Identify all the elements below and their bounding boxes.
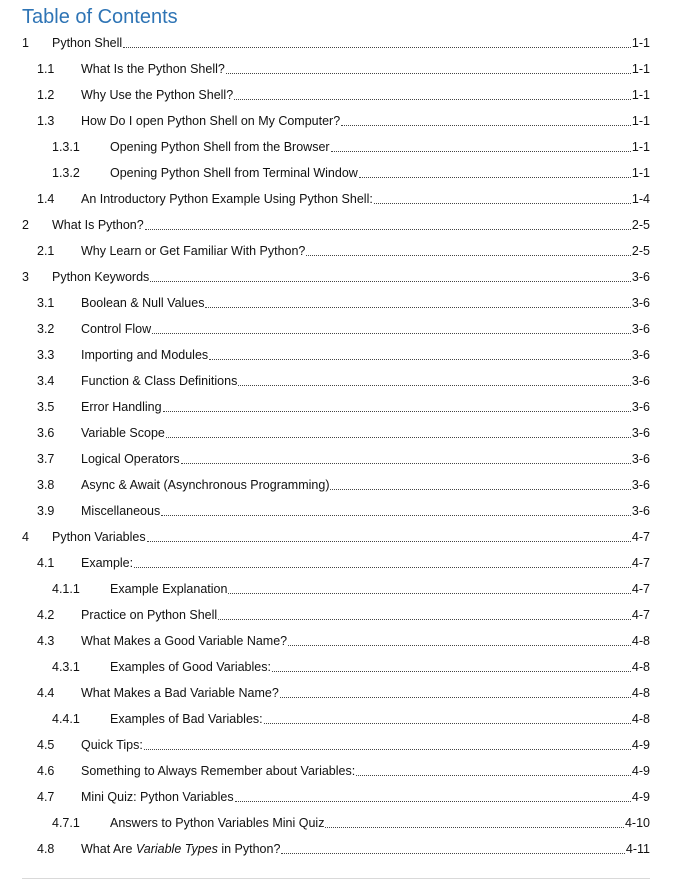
toc-entry[interactable] <box>0 290 680 316</box>
toc-entry-link[interactable] <box>81 290 650 316</box>
toc-entry-label: What Makes a Bad Variable Name? <box>81 686 279 700</box>
toc-entry-link[interactable] <box>81 186 650 212</box>
toc-entry[interactable] <box>0 706 680 732</box>
toc-entry-number: 3.3 <box>37 348 55 362</box>
toc-entry-label: Python Variables <box>52 530 146 544</box>
toc-entry[interactable] <box>0 810 680 836</box>
dot-leader <box>228 593 630 594</box>
toc-entry-label: Control Flow <box>81 322 152 336</box>
toc-entry-number: 3.5 <box>37 400 55 414</box>
toc-entry-page: 3-6 <box>631 322 650 336</box>
toc-entry-number: 4.5 <box>37 738 55 752</box>
toc-entry-page: 1-1 <box>631 166 650 180</box>
dot-leader <box>123 47 631 48</box>
toc-entry-page: 4-9 <box>631 738 650 752</box>
toc-entry-label: Examples of Good Variables: <box>110 660 271 674</box>
toc-entry-label: Python Shell <box>52 36 123 50</box>
toc-entry-number: 4.3.1 <box>52 660 80 674</box>
dot-leader <box>166 437 631 438</box>
toc-entry[interactable] <box>0 550 680 576</box>
dot-leader <box>218 619 631 620</box>
toc-entry-label: Importing and Modules <box>81 348 209 362</box>
toc-entry-number: 4.2 <box>37 608 55 622</box>
dot-leader <box>330 489 630 490</box>
toc-entry-label: Python Keywords <box>52 270 150 284</box>
dot-leader <box>341 125 631 126</box>
toc-entry-number: 1.2 <box>37 88 55 102</box>
dot-leader <box>144 749 631 750</box>
toc-entry[interactable] <box>0 238 680 264</box>
toc-entry[interactable] <box>0 82 680 108</box>
toc-entry-number: 1 <box>22 36 29 50</box>
toc-entry-number: 3.2 <box>37 322 55 336</box>
toc-entry-number: 3.8 <box>37 478 55 492</box>
toc-entry[interactable] <box>0 446 680 472</box>
toc-entry-number: 2 <box>22 218 29 232</box>
toc-entry-number: 4.4 <box>37 686 55 700</box>
dot-leader <box>325 827 624 828</box>
toc-entry-page: 4-8 <box>631 712 650 726</box>
toc-entry[interactable] <box>0 30 680 56</box>
toc-entry-label: What Is the Python Shell? <box>81 62 225 76</box>
toc-entry-page: 4-7 <box>631 582 650 596</box>
dot-leader <box>145 229 631 230</box>
dot-leader <box>288 645 631 646</box>
toc-entry-number: 4.8 <box>37 842 55 856</box>
toc-entry-number: 3.1 <box>37 296 55 310</box>
toc-entry-page: 3-6 <box>631 374 650 388</box>
toc-entry-page: 2-5 <box>631 218 650 232</box>
toc-entry-label: Variable Scope <box>81 426 165 440</box>
toc-entry-link[interactable] <box>81 446 650 472</box>
dot-leader <box>150 281 631 282</box>
toc-entry-link[interactable] <box>81 680 650 706</box>
toc-entry-number: 3.7 <box>37 452 55 466</box>
toc-entry-number: 3.4 <box>37 374 55 388</box>
dot-leader <box>306 255 631 256</box>
toc-entry-link[interactable] <box>110 810 650 836</box>
toc-entry-label: Examples of Bad Variables: <box>110 712 263 726</box>
dot-leader <box>235 801 631 802</box>
toc-entry-page: 4-8 <box>631 660 650 674</box>
dot-leader <box>226 73 631 74</box>
toc-entry-page: 1-1 <box>631 114 650 128</box>
toc-entry-number: 4.4.1 <box>52 712 80 726</box>
toc-entry-link[interactable] <box>81 82 650 108</box>
toc-entry-label-emphasis: Variable Types <box>135 842 218 856</box>
page-divider <box>22 878 650 879</box>
toc-entry[interactable] <box>0 836 680 862</box>
toc-entry-number: 1.4 <box>37 192 55 206</box>
toc-entry[interactable] <box>0 524 680 550</box>
toc-entry-label: Something to Always Remember about Variables: <box>81 764 356 778</box>
toc-entry-label: An Introductory Python Example Using Python Shell: <box>81 192 373 206</box>
toc-entry[interactable] <box>0 264 680 290</box>
dot-leader <box>281 853 624 854</box>
toc-entry-label: Error Handling <box>81 400 162 414</box>
toc-entry[interactable] <box>0 472 680 498</box>
toc-entry-link[interactable] <box>81 836 650 862</box>
toc-entry-number: 1.3.2 <box>52 166 80 180</box>
toc-entry-page: 4-9 <box>631 764 650 778</box>
toc-entry-number: 3 <box>22 270 29 284</box>
toc-entry-page: 3-6 <box>631 504 650 518</box>
toc-entry-label: Practice on Python Shell <box>81 608 218 622</box>
toc-entry-label: Boolean & Null Values <box>81 296 205 310</box>
toc-entry-page: 3-6 <box>631 452 650 466</box>
toc-entry-link[interactable] <box>81 368 650 394</box>
toc-entry[interactable] <box>0 56 680 82</box>
toc-entry-label: Miscellaneous <box>81 504 161 518</box>
toc-entry-number: 4 <box>22 530 29 544</box>
toc-entry-number: 2.1 <box>37 244 55 258</box>
toc-entry-number: 4.1 <box>37 556 55 570</box>
dot-leader <box>359 177 631 178</box>
toc-entry-label: Why Use the Python Shell? <box>81 88 234 102</box>
toc-entry-number: 4.1.1 <box>52 582 80 596</box>
toc-entry[interactable] <box>0 732 680 758</box>
toc-entry[interactable] <box>0 186 680 212</box>
toc-entry-label: Opening Python Shell from Terminal Window <box>110 166 358 180</box>
dot-leader <box>356 775 631 776</box>
toc-entry-label: Logical Operators <box>81 452 180 466</box>
toc-entry-link[interactable] <box>52 30 650 56</box>
dot-leader <box>374 203 631 204</box>
toc-entry-page: 4-9 <box>631 790 650 804</box>
toc-entry-page: 4-7 <box>631 608 650 622</box>
toc-entry-link[interactable] <box>52 524 650 550</box>
dot-leader <box>209 359 631 360</box>
dot-leader <box>238 385 631 386</box>
toc-entry[interactable] <box>0 134 680 160</box>
toc-entry-page: 3-6 <box>631 400 650 414</box>
toc-entry-page: 1-4 <box>631 192 650 206</box>
dot-leader <box>264 723 631 724</box>
toc-entry-page: 1-1 <box>631 62 650 76</box>
toc-entry-page: 3-6 <box>631 270 650 284</box>
toc-entry[interactable] <box>0 602 680 628</box>
toc-entry-number: 4.6 <box>37 764 55 778</box>
toc-entry-page: 3-6 <box>631 426 650 440</box>
toc-entry-page: 4-8 <box>631 686 650 700</box>
toc-entry-label: Example Explanation <box>110 582 228 596</box>
toc-entry-label: Mini Quiz: Python Variables <box>81 790 234 804</box>
toc-entry[interactable] <box>0 576 680 602</box>
toc-entry-link[interactable] <box>81 108 650 134</box>
toc-entry[interactable] <box>0 758 680 784</box>
toc-entry-link[interactable] <box>81 420 650 446</box>
toc-entry[interactable] <box>0 498 680 524</box>
toc-entry-label: How Do I open Python Shell on My Computer? <box>81 114 341 128</box>
toc-entry-link[interactable] <box>81 238 650 264</box>
dot-leader <box>134 567 631 568</box>
toc-entry-link[interactable] <box>81 784 650 810</box>
dot-leader <box>331 151 631 152</box>
toc-entry-label: What Are Variable Types in Python? <box>81 842 281 856</box>
toc-entry-page: 3-6 <box>631 478 650 492</box>
toc-entry-label: Why Learn or Get Familiar With Python? <box>81 244 306 258</box>
toc-entry[interactable] <box>0 420 680 446</box>
toc-entry-label: What Makes a Good Variable Name? <box>81 634 288 648</box>
toc-entry-label: Example: <box>81 556 134 570</box>
dot-leader <box>152 333 631 334</box>
toc-entry-link[interactable] <box>81 342 650 368</box>
toc-title: Table of Contents <box>22 6 178 28</box>
toc-entry-number: 1.3 <box>37 114 55 128</box>
toc-entry[interactable] <box>0 784 680 810</box>
dot-leader <box>205 307 630 308</box>
toc-entry-page: 1-1 <box>631 88 650 102</box>
toc-entry-page: 4-8 <box>631 634 650 648</box>
toc-entry[interactable] <box>0 316 680 342</box>
toc-entry-page: 3-6 <box>631 296 650 310</box>
toc-entry-page: 4-10 <box>624 816 650 830</box>
toc-entry-link[interactable] <box>81 316 650 342</box>
toc-entry-number: 3.6 <box>37 426 55 440</box>
toc-entry-page: 1-1 <box>631 36 650 50</box>
toc-entry-number: 1.1 <box>37 62 55 76</box>
toc-entry-link[interactable] <box>110 576 650 602</box>
toc-entry-link[interactable] <box>52 264 650 290</box>
toc-entry[interactable] <box>0 160 680 186</box>
toc-entry[interactable] <box>0 108 680 134</box>
toc-entry-page: 1-1 <box>631 140 650 154</box>
toc-entry-link[interactable] <box>52 212 650 238</box>
dot-leader <box>161 515 631 516</box>
toc-entry-number: 4.7.1 <box>52 816 80 830</box>
toc-entry-label: Opening Python Shell from the Browser <box>110 140 330 154</box>
toc-entry-link[interactable] <box>81 56 650 82</box>
toc-entry-number: 4.3 <box>37 634 55 648</box>
toc-list <box>0 30 680 862</box>
toc-entry-page: 4-7 <box>631 530 650 544</box>
dot-leader <box>280 697 631 698</box>
toc-entry[interactable] <box>0 342 680 368</box>
toc-entry[interactable] <box>0 212 680 238</box>
toc-entry-label: What Is Python? <box>52 218 144 232</box>
toc-entry[interactable] <box>0 394 680 420</box>
toc-entry-page: 4-11 <box>625 842 650 856</box>
toc-entry-link[interactable] <box>81 550 650 576</box>
toc-entry-link[interactable] <box>81 628 650 654</box>
toc-entry-link[interactable] <box>81 758 650 784</box>
toc-entry-page: 2-5 <box>631 244 650 258</box>
toc-entry[interactable] <box>0 628 680 654</box>
toc-entry-link[interactable] <box>81 394 650 420</box>
toc-entry-link[interactable] <box>81 732 650 758</box>
toc-entry-number: 4.7 <box>37 790 55 804</box>
toc-entry-link[interactable] <box>110 706 650 732</box>
toc-entry-link[interactable] <box>81 602 650 628</box>
toc-entry-number: 1.3.1 <box>52 140 80 154</box>
toc-entry-label: Async & Await (Asynchronous Programming) <box>81 478 330 492</box>
toc-entry[interactable] <box>0 680 680 706</box>
toc-entry-label: Function & Class Definitions <box>81 374 238 388</box>
toc-entry-page: 3-6 <box>631 348 650 362</box>
toc-entry-link[interactable] <box>110 654 650 680</box>
toc-entry-link[interactable] <box>81 498 650 524</box>
toc-entry[interactable] <box>0 368 680 394</box>
toc-entry-link[interactable] <box>110 160 650 186</box>
toc-entry-number: 3.9 <box>37 504 55 518</box>
dot-leader <box>163 411 631 412</box>
toc-entry-link[interactable] <box>110 134 650 160</box>
toc-entry-label: Answers to Python Variables Mini Quiz <box>110 816 325 830</box>
dot-leader <box>234 99 631 100</box>
dot-leader <box>147 541 631 542</box>
dot-leader <box>181 463 631 464</box>
toc-entry-label: Quick Tips: <box>81 738 143 752</box>
toc-entry-page: 4-7 <box>631 556 650 570</box>
dot-leader <box>272 671 631 672</box>
toc-entry[interactable] <box>0 654 680 680</box>
toc-entry-link[interactable] <box>81 472 650 498</box>
